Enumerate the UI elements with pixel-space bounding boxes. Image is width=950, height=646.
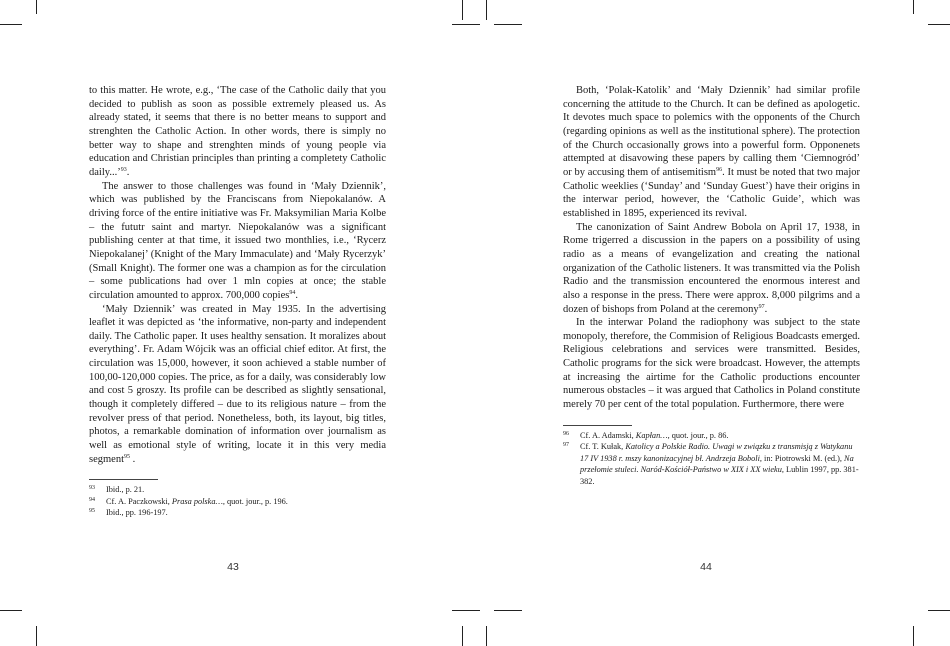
paragraph [89,84,386,180]
footnote [89,484,386,496]
text-run: The canonization of Saint Andrew Bobola on April 17, 1938, in Rome trigerred a discussion in the papers on a possibility of using radio as a means of evangelization and creating the national organization of the Catholic listeners. It was transmitted via the Polish Radio and the transmission encountered the enormous interest and also a response in the press. There were approx. 8,000 pilgrims and a dozen of bishops from Poland at the ceremony [563,221,860,315]
crop-mark [486,626,487,646]
text-run: . It must be noted that two major Catholic weeklies (‘Sunday’ and ‘Sunday Guest’) have their origins in the interwar period, however, the ‘Catholic Guide’, which was established in 1895, experienced its revival. [563,166,860,219]
text-run: The answer to those challenges was found in ‘Mały Dziennik’, which was published by the Franciscans from Niepokalanów. A driving force of the entire initiative was Fr. Maksymilian Maria Kolbe – the fututr saint and martyr. Niepokalanów was a significant publishing center at that time, it issued two monthlies, i.e., ‘Rycerz Niepokalanej’ (Knight of the Mary Immaculate) and ‘Mały Rycerzyk’ (Small Knight). The former one was a champion as for the circulation – some publications had over 1 mln copies at once; the stable circulation amounted to approx. 700,000 copies [89,180,386,301]
italic-title: Prasa polska… [171,496,223,506]
paragraph [89,303,386,467]
right-page [563,84,860,487]
text-run: ‘Mały Dziennik’ was created in May 1935. In the advertising leaflet it was depicted as ‘the informative, non-party and independent daily. The Catholic paper. It uses healthy sensation. It moralizes about everything’. Fr. Adam Wójcik was an official chief editor. At first, the circulation was 15,000, however, it soon achieved a stable number of 100,00-120,000 copies. The price, as for a daily, was considerably low and cost 5 groszy. Its profile can be described as slightly sensational, though it completely differed – due to its religious nature – from the revolver press of that period. Nonetheless, both, its layout, big titles, photos, a remarkable domination of information over journalism as well as emotional style of writing, locate it in this very media segment [89,303,386,465]
footnote-number: 95 [89,508,95,515]
footnote-number: 93 [89,485,95,492]
text-run: , quot. jour., p. 86. [667,430,729,440]
footnote-text [106,508,168,517]
text-run: , in: Piotrowski M. (ed.), [759,453,845,463]
footnote-number: 94 [89,496,95,503]
text-run: . [295,289,298,301]
page-number-left: 43 [227,561,239,573]
footnote [89,496,386,508]
crop-mark [452,24,480,25]
crop-mark [913,626,914,646]
crop-mark [0,24,22,25]
text-run: Cf. T. Kułak, [580,442,626,452]
crop-mark [928,610,950,611]
crop-mark [36,0,37,14]
paragraph [563,84,860,221]
footnotes [563,430,860,488]
footnotes [89,484,386,519]
footnote [563,441,860,487]
paragraph [563,221,860,317]
left-page [89,84,386,519]
crop-mark [452,610,480,611]
text-run: In the interwar Poland the radiophony was subject to the state monopoly, therefore, the Commision of Religious Boadcasts emerged. Religious celebrations and services were transmitted. Besides, Catholic programs for the sick were broadcast. However, the attempts at increasing the airtime for the Catholic productions encounter numerous obstacles – it was argued that Catholics in Poland constitute merely 70 per cent of the total population. Furthermore, there were [563,317,860,411]
paragraph [563,316,860,412]
footnote-number: 97 [563,442,569,449]
crop-mark [462,0,463,20]
body-text [563,84,860,412]
text-run: , Lublin 1997, pp. 381-382. [580,465,859,486]
crop-mark [486,0,487,20]
crop-mark [928,24,950,25]
page-number-right: 44 [700,561,712,573]
footnote-text [106,485,144,494]
text-run: Both, ‘Polak-Katolik’ and ‘Mały Dziennik’ had similar profile concerning the attitude to the Church. It can be defined as apologetic. It devotes much space to polemics with the opponents of the Church (regarding opinions as well as the institutional sphere). The protection of the Church occasionally grows into a powerful form. Opponenets attempted at disavowing these papers by calling them ‘Ciemnogród’ or by accusing them of antisemitism [563,85,860,178]
footnote [563,430,860,442]
text-run: Ibid., pp. 196-197. [106,508,168,518]
footnote-text [106,497,288,506]
footnote-text [580,431,728,440]
crop-mark [494,24,522,25]
text-run: Cf. A. Adamski, [580,430,636,440]
footnote-divider [563,425,632,426]
text-run: to this matter. He wrote, e.g., ‘The case of the Catholic daily that you decided to publish as soon as possible extremely pleased us. As already stated, it seems that there is no better means to support and strenghten the Catholic Action. In other words, there is simply no better way to shape and strenghten minds of young people via education and Christian principles than printing a completety Catholic daily...’ [89,85,386,178]
crop-mark [0,610,22,611]
paragraph [89,180,386,303]
text-run: . [764,303,768,315]
footnote-reference: 94 [289,289,296,296]
text-run: Cf. A. Paczkowski, [106,496,172,506]
footnote-reference: 96 [716,166,723,173]
text-run: , quot. jour., p. 196. [222,496,288,506]
crop-mark [36,626,37,646]
footnote [89,507,386,519]
italic-title: Na przełomie stuleci. Naród-Kościół-Państwo w XIX i XX wieku [580,453,854,475]
footnote-reference: 93 [120,166,127,173]
text-run: Ibid., p. 21. [106,485,145,495]
footnote-divider [89,479,158,480]
body-text [89,84,386,466]
crop-mark [494,610,522,611]
footnote-reference: 97 [758,303,765,310]
text-run: . [130,453,136,465]
text-run: . [126,166,130,178]
italic-title: Katolicy a Polskie Radio. Uwagi w związku z transmisją z Watykanu 17 IV 1938 r. mszy kanonizacyjnej bł. Andrzeja Boboli [580,442,853,463]
footnote-reference: 95 [124,453,130,460]
footnote-number: 96 [563,430,569,437]
footnote-text [580,442,859,486]
italic-title: Kapłan… [635,430,668,440]
crop-mark [913,0,914,14]
crop-mark [462,626,463,646]
